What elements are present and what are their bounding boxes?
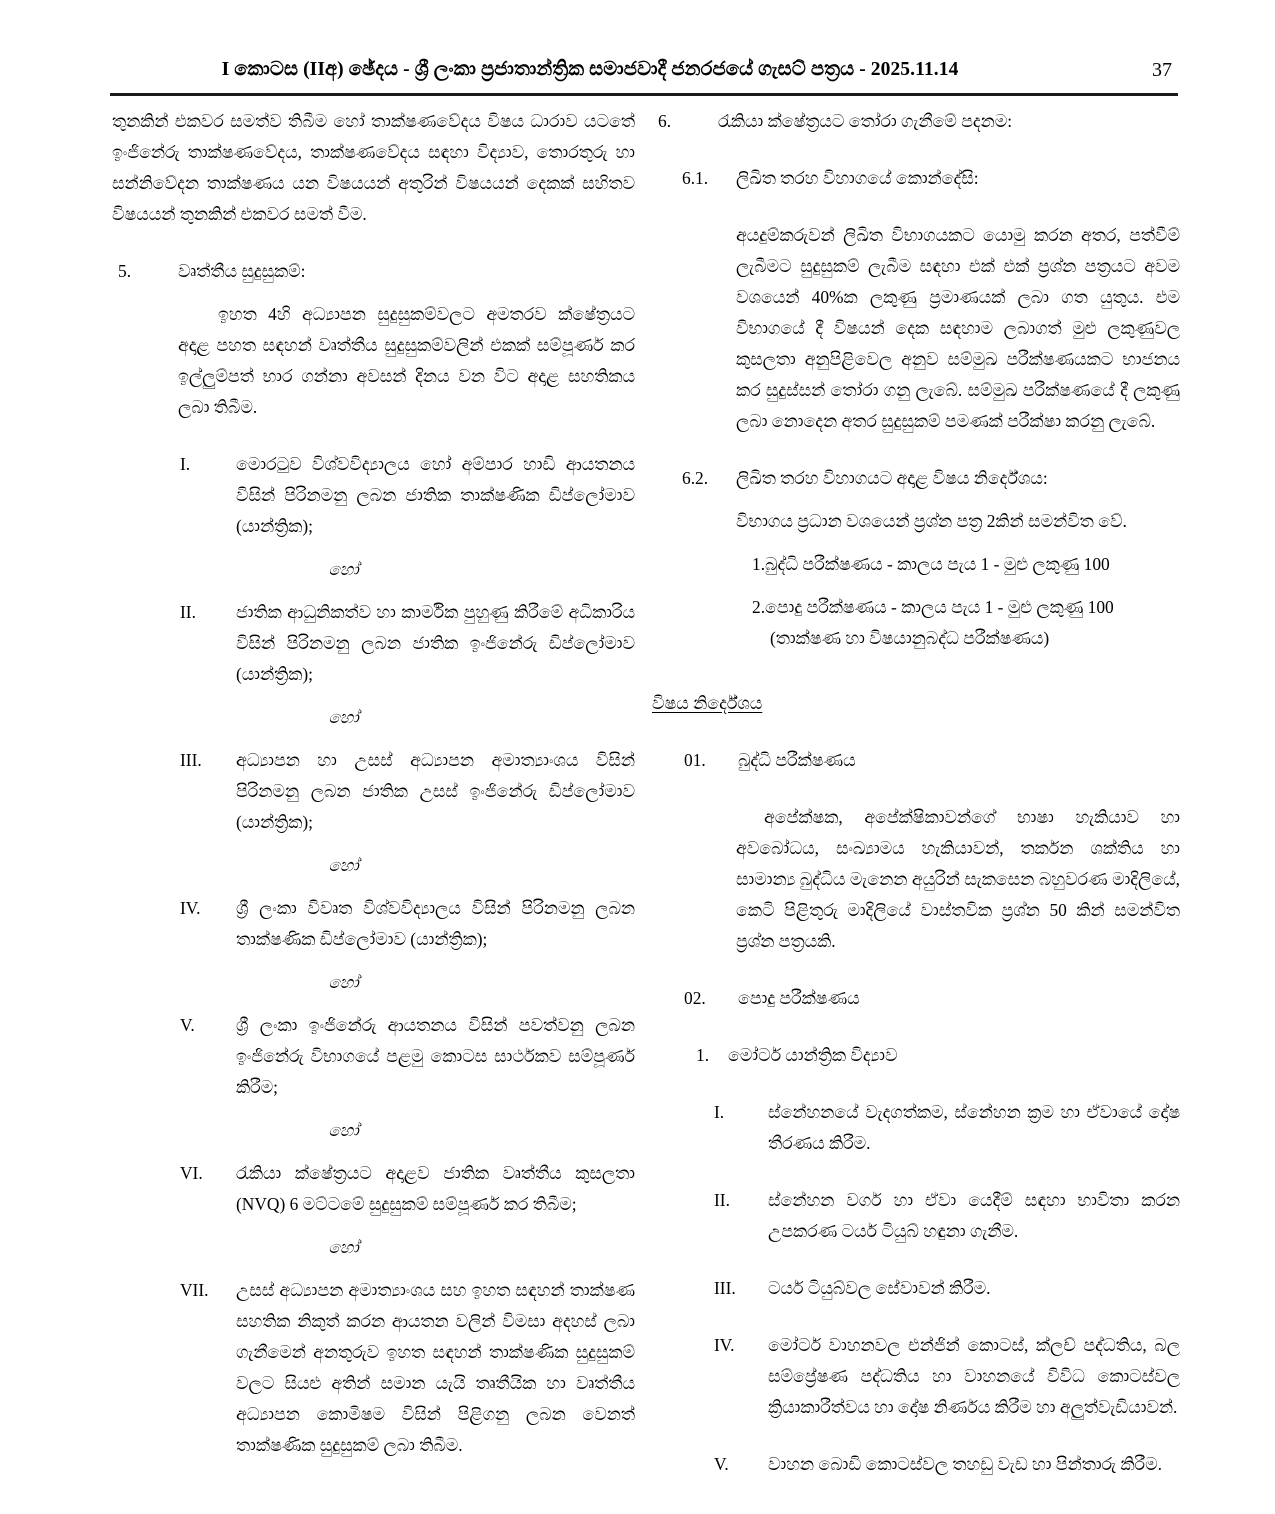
- qualification-item: [112, 893, 635, 955]
- qualification-item: [112, 449, 635, 542]
- syllabus-02-sub-1: [652, 1040, 1180, 1071]
- syllabus-topic: [652, 1097, 1180, 1159]
- list-text: ස්නේහන වර්ග හා ඒවා යෙදීම් සඳහා භාවිතා කරන උපකරණ ටයර් ටියුබ් හඳුනා ගැනීම.: [768, 1190, 1180, 1241]
- syllabus-02-title: පොදු පරීක්ෂණය: [738, 988, 860, 1008]
- syllabus-02-number: 02.: [684, 988, 706, 1008]
- qualification-item: [112, 1158, 635, 1220]
- section-6-1-number: 6.1.: [682, 168, 709, 188]
- or-separator: හෝ: [328, 1121, 359, 1140]
- spacer: [652, 537, 1180, 549]
- list-text: ස්නේහනයේ වැදගත්කම, ස්නේහන ක්‍රම හා ඒවායේ දෝෂ තීරණය කිරීම.: [768, 1102, 1180, 1153]
- list-text: රැකියා ක්ෂේත්‍රයට අදාළව ජාතික වෘත්තීය කුසලතා (NVQ) 6 මට්ටමේ සුදුසුකම් සම්පූර්ණ කර තිබීම;: [236, 1163, 635, 1214]
- spacer: [652, 137, 1180, 163]
- syllabus-01-body: අපේක්ෂක, අපේක්ෂිකාවන්ගේ භාෂා හැකියාව හා අවබෝධය, සංඛ්‍යාමය හැකියාවන්, තර්කන ශක්තිය හා සාමාන්‍ය බුද්ධිය මැනෙන අයුරින් සැකසෙන බහුවරණ මාදිලියේ, කෙටි පිළිතුරු මාදිලියේ වාස්තවික ප්‍රශ්න 50 කින් සමන්විත ප්‍රශ්න පත්‍රයකි.: [736, 807, 1180, 951]
- list-numeral: IV.: [714, 1335, 735, 1355]
- list-text: මෝටර් වාහනවල එන්ජින් කොටස්, ක්ලච් පද්ධතිය, බල සම්ප්‍රේෂණ පද්ධතිය හා වාහනයේ විවිධ කොටස්වල ක්‍රියාකාරීත්වය හා දෝෂ නිර්ණය කිරීම හා අලුත්වැඩියාවන්.: [768, 1335, 1180, 1417]
- section-6-1-body: අයදුම්කරුවන් ලිඛිත විභාගයකට යොමු කරන අතර, පත්වීම් ලැබීමට සුදුසුකම් ලැබීම සඳහා එක් එක් ප්‍රශ්න පත්‍රයට අවම වශයෙන් 40%ක ලකුණු ප්‍රමාණයක් ලබා ගත යුතුය. එම විභාගයේ දී විෂයන් දෙක සඳහාම ලබාගත් මුළු ලකුණුවල කුසලතා අනුපිළිවෙල අනුව සම්මුඛ පරීක්ෂණයකට භාජනය කර සුදුස්සන් තෝරා ගනු ලැබේ. සම්මුඛ පරීක්ෂණයේ දී ලකුණු ලබා නොදෙන අතර සුදුසුකම් පමණක් පරීක්ෂා කරනු ලැබේ.: [736, 225, 1180, 431]
- spacer: [112, 1263, 635, 1275]
- syllabus-item-01: [652, 745, 1180, 776]
- exam-paper-2: [652, 592, 1180, 654]
- spacer: [112, 998, 635, 1010]
- right-column: [652, 106, 1180, 1480]
- qualification-item: [112, 1275, 635, 1461]
- spacer: [112, 423, 635, 449]
- qualification-item: [112, 1010, 635, 1103]
- list-text: ටයර් ටියුබ්වල සේවාවන් කිරීම.: [768, 1278, 991, 1298]
- spacer: [112, 955, 635, 967]
- list-numeral: VI.: [180, 1163, 203, 1183]
- spacer: [652, 776, 1180, 802]
- spacer: [652, 1304, 1180, 1330]
- spacer: [652, 957, 1180, 983]
- or-separator: හෝ: [328, 856, 359, 875]
- spacer: [652, 194, 1180, 220]
- spacer: [652, 719, 1180, 745]
- spacer: [652, 1247, 1180, 1273]
- spacer: [112, 585, 635, 597]
- list-numeral: III.: [714, 1278, 736, 1298]
- list-text: උසස් අධ්‍යාපන අමාත්‍යාංශය සහ ඉහත සඳහන් තාක්ෂණ සහතික නිකුත් කරන ආයතන වලින් විමසා අදහස් ලබා ගැනීමෙන් අනතුරුව ඉහත සඳහන් තාක්ෂණික සුදුසුකම් වලට සියළු අතින් සමාන යැයි තෘතීයික හා වෘත්තීය අධ්‍යාපන කොමිෂම විසින් පිළිගනු ලබන වෙනත් තාක්ෂණික සුදුසුකම් ලබා තිබීම.: [236, 1280, 635, 1455]
- spacer: [652, 654, 1180, 688]
- syllabus-item-02: [652, 983, 1180, 1014]
- section-6-2-title: ලිඛිත තරහ විහාගයට අදාළ විෂය නිර්දේශය:: [736, 468, 1048, 488]
- or-separator: හෝ: [328, 560, 359, 579]
- or-separator: හෝ: [328, 1238, 359, 1257]
- list-numeral: I.: [180, 454, 191, 474]
- section-6-1-heading: [652, 163, 1180, 194]
- or-separator: හෝ: [328, 708, 359, 727]
- or-separator: හෝ: [328, 973, 359, 992]
- spacer: [112, 287, 635, 299]
- section-5-number: 5.: [118, 261, 132, 281]
- section-6-heading: [652, 106, 1180, 137]
- section-6-1-title: ලිඛිත තරහ විහාගයේ කොන්දේසි:: [736, 168, 979, 188]
- page-header: [110, 58, 1180, 98]
- syllabus-topic: [652, 1449, 1180, 1480]
- spacer: [112, 542, 635, 554]
- list-text: ශ්‍රී ලංකා ඉංජිනේරු ආයතනය විසින් පවත්වනු ලබන ඉංජිනේරු විභාගයේ පළමු කොටස සාර්ථකව සම්පූර්ණ කිරීම;: [236, 1015, 635, 1097]
- list-text: මොරටුව විශ්වවිද්‍යාලය හෝ අම්පාර හාඩි ආයතනය විසින් පිරිනමනු ලබන ජාතික තාක්ෂණික ඩිප්ලෝමාව (යාන්ත්‍රික);: [236, 454, 635, 536]
- list-numeral: III.: [180, 750, 202, 770]
- syllabus-02-sub-1-title: මෝටර් යාන්ත්‍රික විද්‍යාව: [728, 1045, 898, 1065]
- section-6-2-heading: [652, 463, 1180, 494]
- list-numeral: IV.: [180, 898, 201, 918]
- exam-paper-1: [652, 549, 1180, 580]
- list-numeral: I.: [714, 1102, 725, 1122]
- list-numeral: VII.: [180, 1280, 209, 1300]
- list-text: ශ්‍රී ලංකා විවෘත විශ්වවිද්‍යාලය විසින් පිරිනමනු ලබන තාක්ෂණික ඩිප්ලෝමාව (යාන්ත්‍රික);: [236, 898, 635, 949]
- list-numeral: II.: [714, 1190, 730, 1210]
- list-numeral: V.: [714, 1454, 729, 1474]
- syllabus-01-title: බුද්ධි පරීක්ෂණය: [738, 750, 856, 770]
- spacer: [112, 1103, 635, 1115]
- spacer: [112, 838, 635, 850]
- section-5-heading: [112, 256, 635, 287]
- spacer: [112, 1220, 635, 1232]
- section-6-2-body: විභාගය ප්‍රධාන වශයෙන් ප්‍රශ්න පත්‍ර 2කින් සමන්විත වේ.: [736, 511, 1127, 531]
- spacer: [112, 733, 635, 745]
- spacer: [112, 881, 635, 893]
- syllabus-topic: [652, 1185, 1180, 1247]
- list-text: අධ්‍යාපන හා උසස් අධ්‍යාපන අමාත්‍යාංශය විසින් පිරිනමනු ලබන ජාතික උසස් ඉංජිනේරු ඩිප්ලෝමාව (යාන්ත්‍රික);: [236, 750, 635, 832]
- list-text: ජාතික ආධුනිකත්ව හා කාර්මික පුහුණු කිරීමේ අධිකාරිය විසින් පිරිනමනු ලබන ජාතික ඉංජිනේරු ඩිප්ලෝමාව (යාන්ත්‍රික);: [236, 602, 635, 684]
- list-text: වාහන බොඩි කොටස්වල තහඩු වැඩ හා පින්තාරු කිරීම.: [768, 1454, 1162, 1474]
- exam-paper-2-subtext: (තාක්ෂණ හා විෂයානුබද්ධ පරීක්ෂණය): [770, 628, 1050, 648]
- page-title: I කොටස (IIඅ) ඡේදය - ශ්‍රී ලංකා ප්‍රජාතාන්ත්‍රික සමාජවාදී ජනරජයේ ගැසට් පත්‍රය - 2025.11.14: [221, 59, 959, 80]
- exam-paper-2-text: 2.පොදු පරීක්ෂණය - කාලය පැය 1 - මුළු ලකුණු 100: [752, 597, 1114, 617]
- section-5-intro: ඉහත 4හි අධ්‍යාපන සුදුසුකම්වලට අමතරව ක්ෂේත්‍රයට අදාළ පහත සඳහන් වෘත්තීය සුදුසුකම්වලින් එකක් සම්පූර්ණ කර ඉල්ලුම්පත් භාර ගන්නා අවසන් දිනය වන විට අදාළ සහතිකය ලබා තිබීම.: [178, 304, 635, 417]
- list-numeral: V.: [180, 1015, 195, 1035]
- section-5-title: වෘත්තීය සුදුසුකම්:: [178, 261, 306, 281]
- spacer: [652, 580, 1180, 592]
- left-column: [112, 106, 635, 1461]
- spacer: [652, 494, 1180, 506]
- spacer: [112, 1146, 635, 1158]
- spacer: [652, 1159, 1180, 1185]
- section-6-number: 6.: [658, 111, 672, 131]
- page-number: 37: [1152, 59, 1172, 81]
- continued-paragraph: තුනකින් එකවර සමත්ව තිබීම හෝ තාක්ෂණවේදය විෂය ධාරාව යටතේ ඉංජිනේරු තාක්ෂණවේදය, තාක්ෂණවේදය සඳහා විද්‍යාව, තොරතුරු හා සන්නිවේදන තාක්ෂණය යන විෂයයන් අතුරින් විෂයයන් දෙකක් සහිතව විෂයයන් තුනකින් එකවර සමත් වීම.: [112, 111, 635, 224]
- header-divider: [110, 93, 1178, 96]
- syllabus-02-sub-1-number: 1.: [696, 1045, 710, 1065]
- qualification-item: [112, 597, 635, 690]
- syllabus-topic: [652, 1330, 1180, 1423]
- section-6-title: රැකියා ක්ෂේත්‍රයට තෝරා ගැනීමේ පදනම:: [718, 111, 1013, 131]
- spacer: [652, 437, 1180, 463]
- spacer: [652, 1014, 1180, 1040]
- spacer: [652, 1423, 1180, 1449]
- spacer: [112, 230, 635, 256]
- qualification-item: [112, 745, 635, 838]
- spacer: [112, 690, 635, 702]
- syllabus-01-number: 01.: [684, 750, 706, 770]
- list-numeral: II.: [180, 602, 196, 622]
- exam-paper-1-text: 1.බුද්ධි පරීක්ෂණය - කාලය පැය 1 - මුළු ලකුණු 100: [752, 554, 1110, 574]
- syllabus-topic: [652, 1273, 1180, 1304]
- spacer: [652, 1071, 1180, 1097]
- section-6-2-number: 6.2.: [682, 468, 709, 488]
- syllabus-heading: විෂය නිර්දේශය: [652, 693, 763, 713]
